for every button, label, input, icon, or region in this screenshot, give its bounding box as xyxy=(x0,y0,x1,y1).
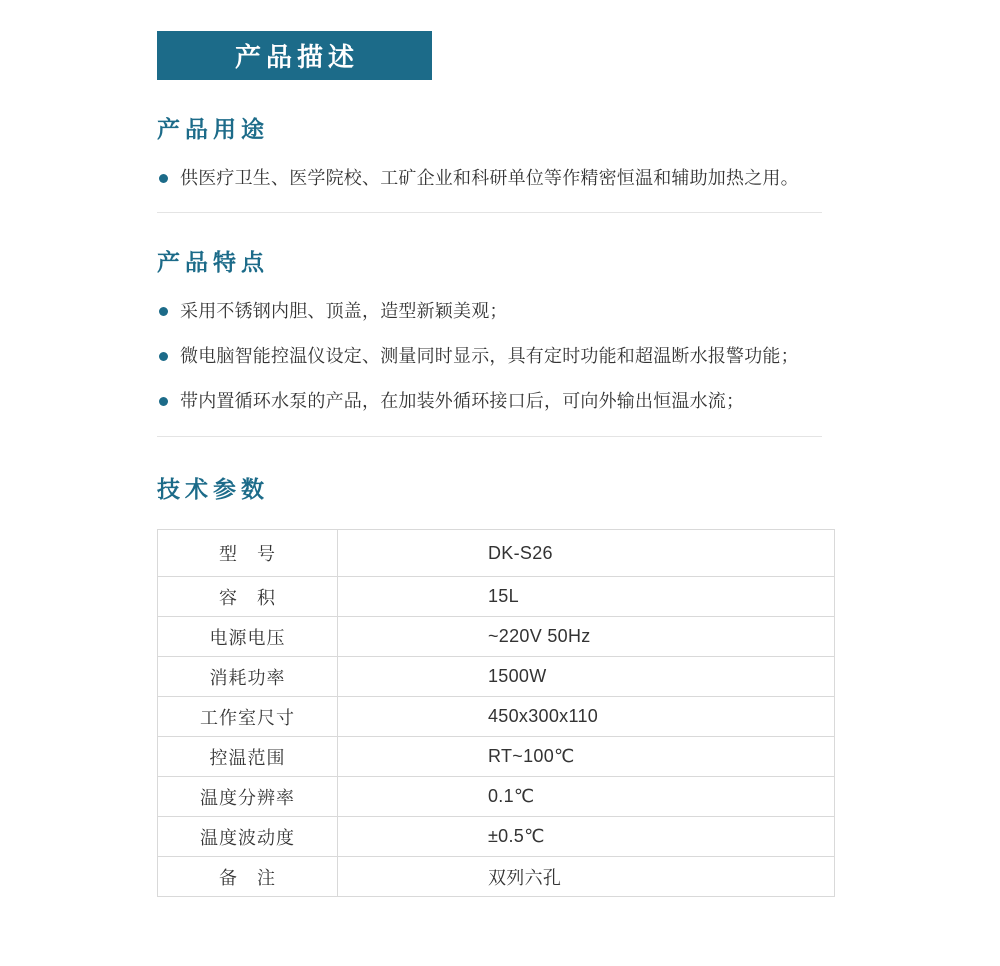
table-row xyxy=(158,777,835,817)
feature-bullet-item xyxy=(157,346,847,367)
specs-section-heading: 技术参数 xyxy=(157,476,269,502)
table-row xyxy=(158,737,835,777)
product-description-banner xyxy=(157,31,432,80)
spec-value: 450x300x110 xyxy=(338,697,835,737)
spec-label: 电源电压 xyxy=(158,617,338,657)
table-row xyxy=(158,857,835,897)
table-row xyxy=(158,530,835,577)
section-divider xyxy=(157,212,822,213)
usage-bullet-item xyxy=(157,168,847,189)
bullet-dot-icon xyxy=(159,174,168,183)
spec-value: 双列六孔 xyxy=(338,857,835,897)
spec-value: 15L xyxy=(338,577,835,617)
usage-section-heading: 产品用途 xyxy=(157,116,269,142)
spec-value: ~220V 50Hz xyxy=(338,617,835,657)
table-row xyxy=(158,817,835,857)
table-row xyxy=(158,577,835,617)
table-row xyxy=(158,697,835,737)
features-section-heading: 产品特点 xyxy=(157,249,269,275)
banner-title: 产品描述 xyxy=(234,42,359,72)
bullet-dot-icon xyxy=(159,307,168,316)
table-row xyxy=(158,657,835,697)
spec-label: 备 注 xyxy=(158,857,338,897)
spec-label: 温度波动度 xyxy=(158,817,338,857)
spec-value: 1500W xyxy=(338,657,835,697)
feature-bullet-item xyxy=(157,391,847,412)
spec-label: 消耗功率 xyxy=(158,657,338,697)
spec-label: 型 号 xyxy=(158,530,338,577)
bullet-dot-icon xyxy=(159,352,168,361)
spec-value: 0.1℃ xyxy=(338,777,835,817)
feature-bullet-text: 带内置循环水泵的产品，在加装外循环接口后，可向外输出恒温水流； xyxy=(180,391,745,411)
spec-value: RT~100℃ xyxy=(338,737,835,777)
spec-label: 容 积 xyxy=(158,577,338,617)
section-divider xyxy=(157,436,822,437)
table-row xyxy=(158,617,835,657)
feature-bullet-item xyxy=(157,301,847,322)
feature-bullet-text: 采用不锈钢内胆、顶盖，造型新颖美观； xyxy=(180,301,508,321)
spec-label: 温度分辨率 xyxy=(158,777,338,817)
usage-bullet-text: 供医疗卫生、医学院校、工矿企业和科研单位等作精密恒温和辅助加热之用。 xyxy=(180,168,799,188)
spec-value: ±0.5℃ xyxy=(338,817,835,857)
spec-value: DK-S26 xyxy=(338,530,835,577)
spec-label: 控温范围 xyxy=(158,737,338,777)
feature-bullet-text: 微电脑智能控温仪设定、测量同时显示，具有定时功能和超温断水报警功能； xyxy=(180,346,799,366)
bullet-dot-icon xyxy=(159,397,168,406)
specs-table xyxy=(157,529,835,897)
spec-label: 工作室尺寸 xyxy=(158,697,338,737)
